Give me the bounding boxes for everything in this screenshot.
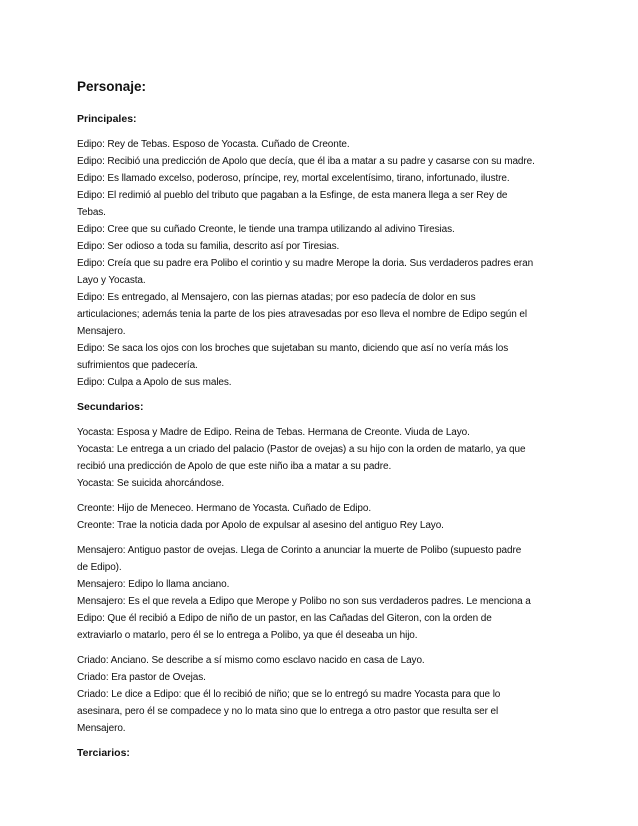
paragraph — [77, 500, 567, 534]
text-line: Yocasta: Le entrega a un criado del palacio (Pastor de ovejas) a su hijo con la orden de matarlo, ya que — [77, 444, 526, 455]
text-line: Edipo: Culpa a Apolo de sus males. — [77, 377, 232, 388]
text-line: Edipo: Se saca los ojos con los broches que sujetaban su manto, diciendo que así no vería más los — [77, 343, 509, 354]
document-title: Personaje: — [77, 79, 147, 94]
document-body — [77, 111, 567, 761]
text-line: de Edipo). — [77, 562, 122, 573]
text-line: sufrimientos que padecería. — [77, 360, 198, 371]
text-line: Mensajero: Es el que revela a Edipo que Merope y Polibo no son sus verdaderos padres. Le menciona a — [77, 596, 531, 607]
text-line: Edipo: Que él recibió a Edipo de niño de un pastor, en las Cañadas del Giteron, con la orden de — [77, 613, 492, 624]
text-line: Mensajero: Edipo lo llama anciano. — [77, 579, 230, 590]
section-heading: Secundarios: — [77, 401, 144, 413]
text-line: Criado: Le dice a Edipo: que él lo recibió de niño; que se lo entregó su madre Yocasta para que lo — [77, 689, 501, 700]
text-line: Edipo: Rey de Tebas. Esposo de Yocasta. Cuñado de Creonte. — [77, 139, 350, 150]
text-line: Tebas. — [77, 207, 106, 218]
text-line: asesinara, pero él se compadece y no lo mata sino que lo entrega a otro pastor que resulta ser el — [77, 706, 499, 717]
text-line: Edipo: Es llamado excelso, poderoso, príncipe, rey, mortal excelentísimo, tirano, infortunado, ilustre. — [77, 173, 510, 184]
text-line: Creonte: Trae la noticia dada por Apolo de expulsar al asesino del antiguo Rey Layo. — [77, 520, 444, 531]
text-line: Edipo: Creía que su padre era Polibo el corintio y su madre Merope la doria. Sus verdaderos padres eran — [77, 258, 534, 269]
text-line: Yocasta: Se suicida ahorcándose. — [77, 478, 225, 489]
text-line: Edipo: Recibió una predicción de Apolo que decía, que él iba a matar a su padre y casarse con su madre. — [77, 156, 535, 167]
text-line: Creonte: Hijo de Meneceo. Hermano de Yocasta. Cuñado de Edipo. — [77, 503, 371, 514]
text-line: extraviarlo o matarlo, pero él se lo entrega a Polibo, ya que él deseaba un hijo. — [77, 630, 418, 641]
text-line: Mensajero: Antiguo pastor de ovejas. Llega de Corinto a anunciar la muerte de Polibo (supuesto padre — [77, 545, 522, 556]
section-heading: Terciarios: — [77, 747, 130, 759]
section-heading: Principales: — [77, 113, 137, 125]
text-line: Mensajero. — [77, 326, 126, 337]
text-line: recibió una predicción de Apolo de que este niño iba a matar a su padre. — [77, 461, 392, 472]
paragraph — [77, 652, 567, 737]
text-line: Edipo: Cree que su cuñado Creonte, le tiende una trampa utilizando al adivino Tiresias. — [77, 224, 455, 235]
document-page — [77, 78, 567, 770]
paragraph — [77, 424, 567, 492]
text-line: Layo y Yocasta. — [77, 275, 146, 286]
text-line: Mensajero. — [77, 723, 126, 734]
text-line: Criado: Era pastor de Ovejas. — [77, 672, 206, 683]
text-line: Yocasta: Esposa y Madre de Edipo. Reina de Tebas. Hermana de Creonte. Viuda de Layo. — [77, 427, 470, 438]
paragraph — [77, 136, 567, 391]
text-line: Criado: Anciano. Se describe a sí mismo como esclavo nacido en casa de Layo. — [77, 655, 425, 666]
paragraph — [77, 542, 567, 644]
text-line: Edipo: Ser odioso a toda su familia, descrito así por Tiresias. — [77, 241, 340, 252]
text-line: Edipo: El redimió al pueblo del tributo que pagaban a la Esfinge, de esta manera llega a ser Rey de — [77, 190, 508, 201]
text-line: articulaciones; además tenia la parte de los pies atravesadas por eso lleva el nombre de Edipo según el — [77, 309, 527, 320]
text-line: Edipo: Es entregado, al Mensajero, con las piernas atadas; por eso padecía de dolor en sus — [77, 292, 476, 303]
